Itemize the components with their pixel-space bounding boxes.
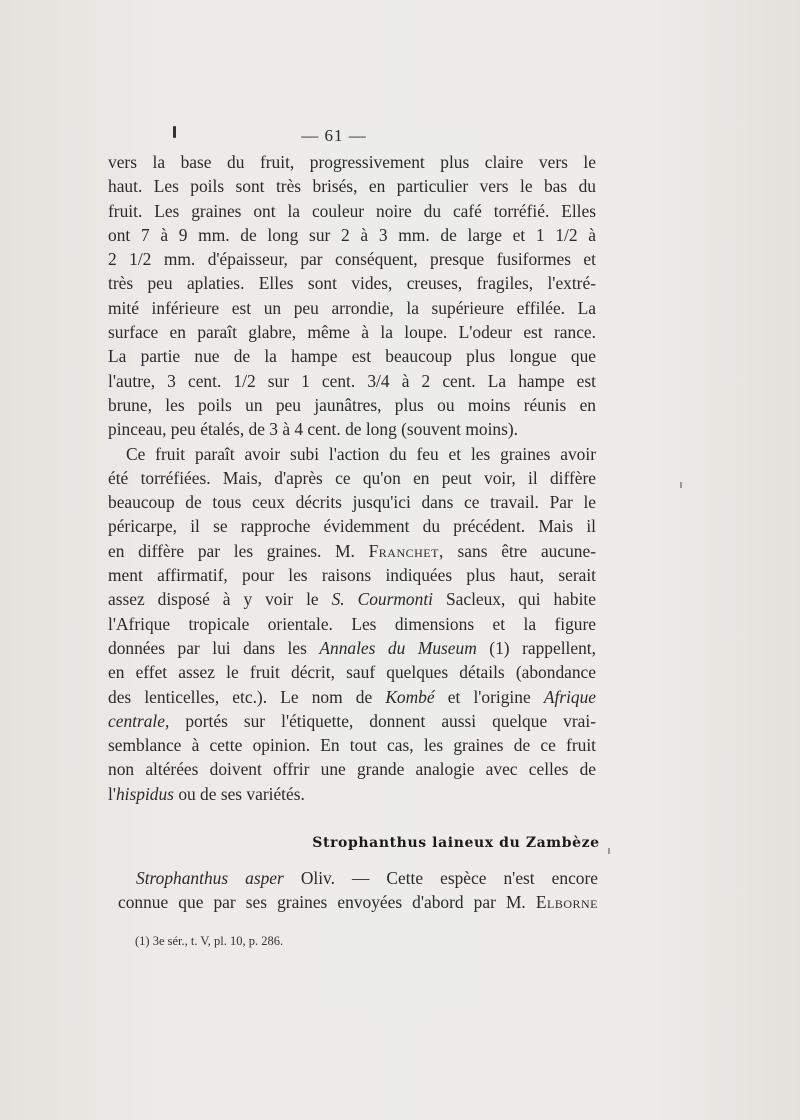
species-name: S. Courmonti bbox=[331, 589, 433, 610]
section-heading bbox=[0, 835, 800, 851]
body-line: l'autre, 3 cent. 1/2 sur 1 cent. 3/4 à 2 cent. La hampe est bbox=[108, 370, 596, 391]
body-line: brune, les poils un peu jaunâtres, plus ou moins réunis en bbox=[108, 394, 596, 415]
body-line: fruit. Les graines ont la couleur noire du café torréfié. Elles bbox=[108, 200, 596, 221]
body-line bbox=[118, 890, 598, 914]
section-heading-text: Strophanthus laineux du Zambèze bbox=[312, 835, 600, 851]
body-line: pinceau, peu étalés, de 3 à 4 cent. de long (souvent moins). bbox=[108, 419, 519, 440]
body-text bbox=[108, 150, 596, 806]
body-line bbox=[118, 866, 598, 890]
body-line bbox=[108, 782, 596, 806]
body-line bbox=[108, 539, 596, 563]
body-line: péricarpe, il se rapproche évidemment du précédent. Mais il bbox=[108, 516, 596, 537]
line-fragment: Oliv. — Cette espèce n'est encore bbox=[300, 868, 598, 888]
author-name-elborne: Elborne bbox=[535, 892, 598, 913]
body-line: été torréfiées. Mais, d'après ce qu'on en peut voir, il diffère bbox=[108, 467, 596, 488]
line-fragment: connue que par ses graines envoyées d'abord par M. bbox=[118, 892, 526, 913]
line-fragment: et l'origine bbox=[447, 686, 531, 707]
body-line bbox=[108, 587, 596, 611]
body-line: vers la base du fruit, progressivement plus claire vers le bbox=[108, 152, 596, 172]
place-name: Kombé bbox=[385, 686, 435, 707]
body-line: La partie nue de la hampe est beaucoup plus longue que bbox=[108, 346, 596, 367]
body-line: ont 7 à 9 mm. de long sur 2 à 3 mm. de large et 1 1/2 à bbox=[108, 224, 596, 245]
body-line: très peu aplaties. Elles sont vides, creuses, fragiles, l'extré- bbox=[108, 273, 596, 294]
body-line: semblance à cette opinion. En tout cas, les graines de ce fruit bbox=[108, 735, 596, 756]
body-line: mité inférieure est un peu arrondie, la supérieure effilée. La bbox=[108, 297, 596, 318]
species-name: Strophanthus asper bbox=[136, 868, 284, 888]
body-line: en effet assez le fruit décrit, sauf quelques détails (abondance bbox=[108, 662, 596, 683]
footnote: (1) 3e sér., t. V, pl. 10, p. 286. bbox=[135, 934, 284, 948]
section-text bbox=[118, 866, 598, 915]
line-fragment: assez disposé à y voir le bbox=[108, 589, 319, 610]
margin-mark bbox=[680, 482, 682, 488]
body-line: haut. Les poils sont très brisés, en particulier vers le bas du bbox=[108, 176, 596, 197]
line-fragment: des lenticelles, etc.). Le nom de bbox=[108, 686, 373, 707]
body-line: surface en paraît glabre, même à la loupe. L'odeur est rance. bbox=[108, 322, 596, 343]
page-number: — 61 — bbox=[301, 126, 367, 145]
body-line bbox=[108, 636, 596, 660]
body-line: Ce fruit paraît avoir subi l'action du feu et les graines avoir bbox=[126, 443, 596, 464]
body-line bbox=[108, 709, 596, 733]
body-line: ment affirmatif, pour les raisons indiquées plus haut, serait bbox=[108, 565, 596, 586]
body-line: 2 1/2 mm. d'épaisseur, par conséquent, presque fusiformes et bbox=[108, 249, 596, 270]
line-fragment: (1) rappellent, bbox=[489, 637, 596, 658]
line-fragment: Sacleux, qui habite bbox=[445, 589, 596, 610]
origin-name: Afrique bbox=[543, 686, 597, 707]
species-name: hispidus bbox=[115, 783, 174, 804]
body-line: beaucoup de tous ceux décrits jusqu'ici dans ce travail. Par le bbox=[108, 492, 596, 513]
line-fragment: ou de ses variétés. bbox=[178, 783, 305, 804]
origin-name-cont: centrale, bbox=[108, 710, 170, 731]
line-fragment: données par lui dans les bbox=[108, 637, 307, 658]
line-fragment: portés sur l'étiquette, donnent aussi quelque vrai- bbox=[185, 710, 596, 731]
author-name-franchet: Franchet, bbox=[368, 540, 444, 561]
journal-title: Annales du Museum bbox=[319, 637, 477, 658]
body-line bbox=[108, 685, 596, 709]
line-fragment: l' bbox=[108, 783, 116, 804]
margin-mark bbox=[608, 848, 610, 854]
line-fragment: en diffère par les graines. M. bbox=[108, 540, 355, 561]
body-line: l'Afrique tropicale orientale. Les dimensions et la figure bbox=[108, 613, 596, 634]
body-line: non altérées doivent offrir une grande analogie avec celles de bbox=[108, 759, 596, 780]
line-fragment: sans être aucune- bbox=[457, 540, 596, 561]
